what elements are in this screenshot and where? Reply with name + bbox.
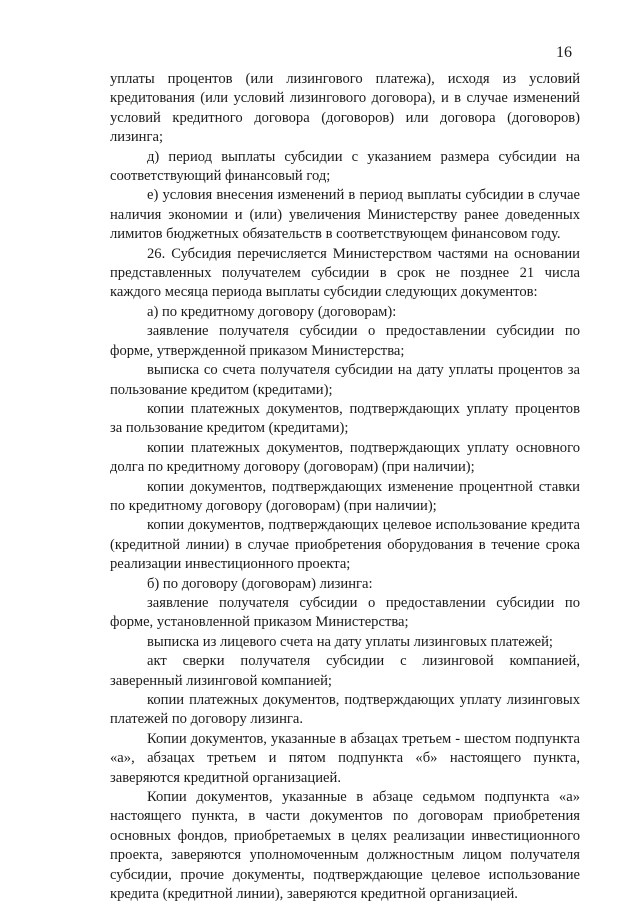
paragraph: копии платежных документов, подтверждающих уплату основного долга по кредитному договору (договорам) (при наличии); [110, 439, 580, 476]
paragraph: копии платежных документов, подтверждающих уплату процентов за пользование кредитом (кредитами); [110, 400, 580, 437]
paragraph: заявление получателя субсидии о предоставлении субсидии по форме, утвержденной приказом Министерства; [110, 323, 580, 359]
paragraph: копии документов, подтверждающих изменение процентной ставки по кредитному договору (договорам) (при наличии); [110, 478, 580, 514]
page-number: 16 [556, 44, 572, 61]
paragraph: е) условия внесения изменений в период выплаты субсидии в случае наличия экономии и (или) увеличения Министерству ранее доведенных лимитов бюджетных обязательств в соответствующем финансовом году. [110, 187, 580, 243]
paragraph: акт сверки получателя субсидии с лизинговой компанией, заверенный лизинговой компанией; [110, 653, 580, 689]
paragraph: а) по кредитному договору (договорам): [147, 303, 397, 320]
document-body [110, 70, 580, 904]
paragraph: копии платежных документов, подтверждающих уплату лизинговых платежей по договору лизинга. [110, 692, 580, 728]
paragraph: д) период выплаты субсидии с указанием размера субсидии на соответствующий финансовый год; [110, 148, 580, 185]
paragraph: Копии документов, указанные в абзаце седьмом подпункта «а» настоящего пункта, в части документов по договорам приобретения основных фондов, приобретаемых в целях реализации инвестиционного проекта, заверяются уполномоченным должностным лицом получателя субсидии, прочие документы, подтверждающие целевое использование кредита (кредитной линии), заверяются кредитной организацией. [110, 789, 580, 903]
paragraph: Копии документов, указанные в абзацах третьем - шестом подпункта «а», абзацах третьем и пятом подпункта «б» настоящего пункта, заверяются кредитной организацией. [110, 730, 580, 786]
paragraph: выписка со счета получателя субсидии на дату уплаты процентов за пользование кредитом (кредитами); [110, 362, 580, 398]
paragraph: уплаты процентов (или лизингового платежа), исходя из условий кредитования (или условий лизингового договора), и в случае изменений условий кредитного договора (договоров) или договора (договоров) лизинга; [110, 71, 580, 146]
paragraph: заявление получателя субсидии о предоставлении субсидии по форме, установленной приказом Министерства; [110, 594, 580, 631]
paragraph: копии документов, подтверждающих целевое использование кредита (кредитной линии) в случае приобретения оборудования в течение срока реализации инвестиционного проекта; [110, 517, 580, 573]
paragraph: 26. Субсидия перечисляется Министерством частями на основании представленных получателем субсидии в срок не позднее 21 числа каждого месяца периода выплаты субсидии следующих документов: [110, 245, 580, 301]
paragraph: б) по договору (договорам) лизинга: [147, 575, 373, 592]
paragraph: выписка из лицевого счета на дату уплаты лизинговых платежей; [147, 633, 553, 650]
